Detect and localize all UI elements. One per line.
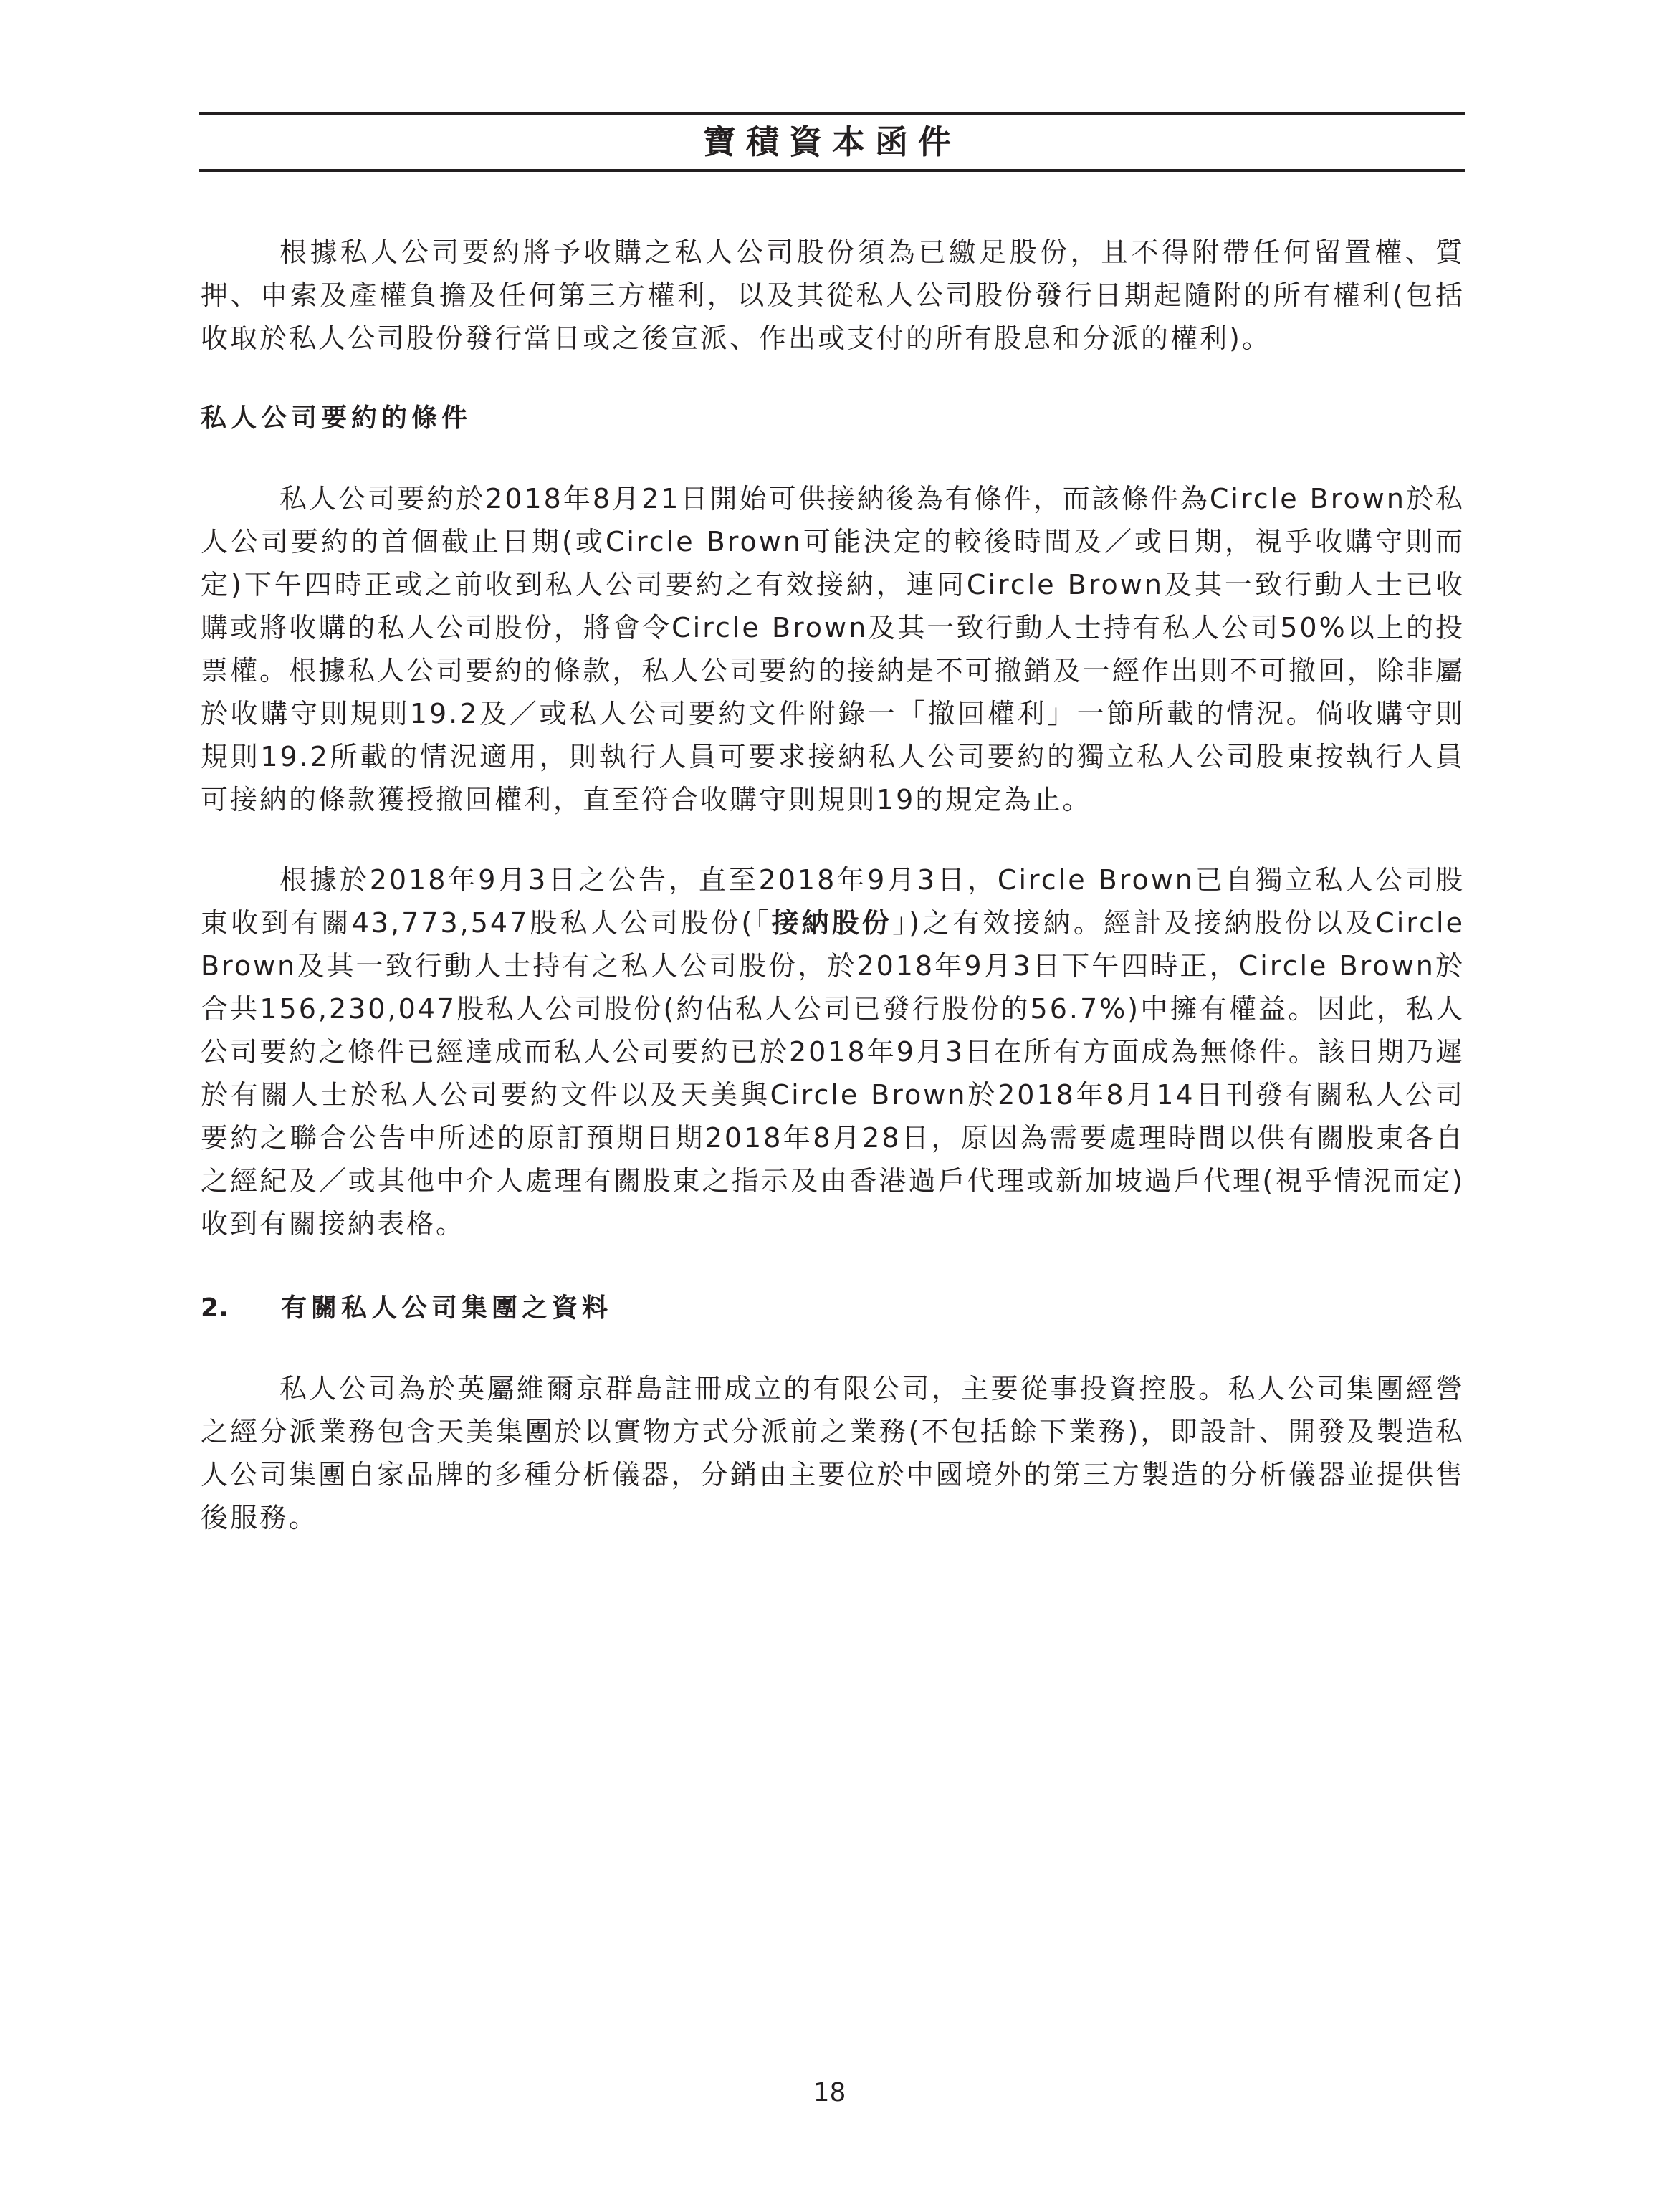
section-heading-conditions: 私人公司要約的條件: [201, 403, 472, 433]
header-bottom-rule: [199, 169, 1465, 172]
paragraph-group-information: 私人公司為於英屬維爾京群島註冊成立的有限公司，主要從事投資控股。私人公司集團經營之經分派業務包含天美集團於以實物方式分派前之業務(不包括餘下業務)，即設計、開發及製造私人公司集團自家品牌的多種分析儀器，分銷由主要位於中國境外的第三方製造的分析儀器並提供售後服務。: [201, 1373, 1465, 1533]
paragraph-acceptances-part1: 根據於2018年9月3日之公告，直至2018年9月3日，Circle Brown已自獨立私人公司股東收到有關43,773,547股私人公司股份(「: [201, 864, 1465, 939]
section-heading-text: 有關私人公司集團之資料: [281, 1293, 613, 1323]
page-number: 18: [813, 2078, 846, 2107]
body-content: [201, 231, 1465, 1539]
page-header-title: 寶積資本函件: [703, 123, 961, 161]
paragraph-share-rights: 根據私人公司要約將予收購之私人公司股份須為已繳足股份，且不得附帶任何留置權、質押、申索及產權負擔及任何第三方權利，以及其從私人公司股份發行日期起隨附的所有權利(包括收取於私人公司股份發行當日或之後宣派、作出或支付的所有股息和分派的權利)。: [201, 236, 1465, 354]
paragraph-acceptances-part2: 」)之有效接納。經計及接納股份以及Circle Brown及其一致行動人士持有之私人公司股份，於2018年9月3日下午四時正，Circle Brown於合共156,230,047股私人公司股份(約佔私人公司已發行股份的56.7%)中擁有權益。因此，私人公司要約之條件已經達成而私人公司要約已於2018年9月3日在所有方面成為無條件。該日期乃遲於有關人士於私人公司要約文件以及天美與Circle Brown於2018年8月14日刊發有關私人公司要約之聯合公告中所述的原訂預期日期2018年8月28日，原因為需要處理時間以供有關股東各自之經紀及／或其他中介人處理有關股東之指示及由香港過戶代理或新加坡過戶代理(視乎情況而定)收到有關接納表格。: [201, 907, 1465, 1240]
paragraph-offer-conditions: 私人公司要約於2018年8月21日開始可供接納後為有條件，而該條件為Circle Brown於私人公司要約的首個截止日期(或Circle Brown可能決定的較後時間及／或日期，視乎收購守則而定)下午四時正或之前收到私人公司要約之有效接納，連同Circle Brown及其一致行動人士已收購或將收購的私人公司股份，將會令Circle Brown及其一致行動人士持有私人公司50%以上的投票權。根據私人公司要約的條款，私人公司要約的接納是不可撤銷及一經作出則不可撤回，除非屬於收購守則規則19.2及／或私人公司要約文件附錄一「撤回權利」一節所載的情況。倘收購守則規則19.2所載的情況適用，則執行人員可要求接納私人公司要約的獨立私人公司股東按執行人員可接納的條款獲授撤回權利，直至符合收購守則規則19的規定為止。: [201, 483, 1465, 815]
defined-term-acceptance-shares: 接納股份: [771, 907, 893, 939]
section-number: 2.: [201, 1293, 229, 1323]
section-heading-private-company-group: [201, 1287, 1465, 1330]
header-top-rule: [199, 112, 1465, 115]
paragraph-acceptances: [201, 858, 1465, 1245]
